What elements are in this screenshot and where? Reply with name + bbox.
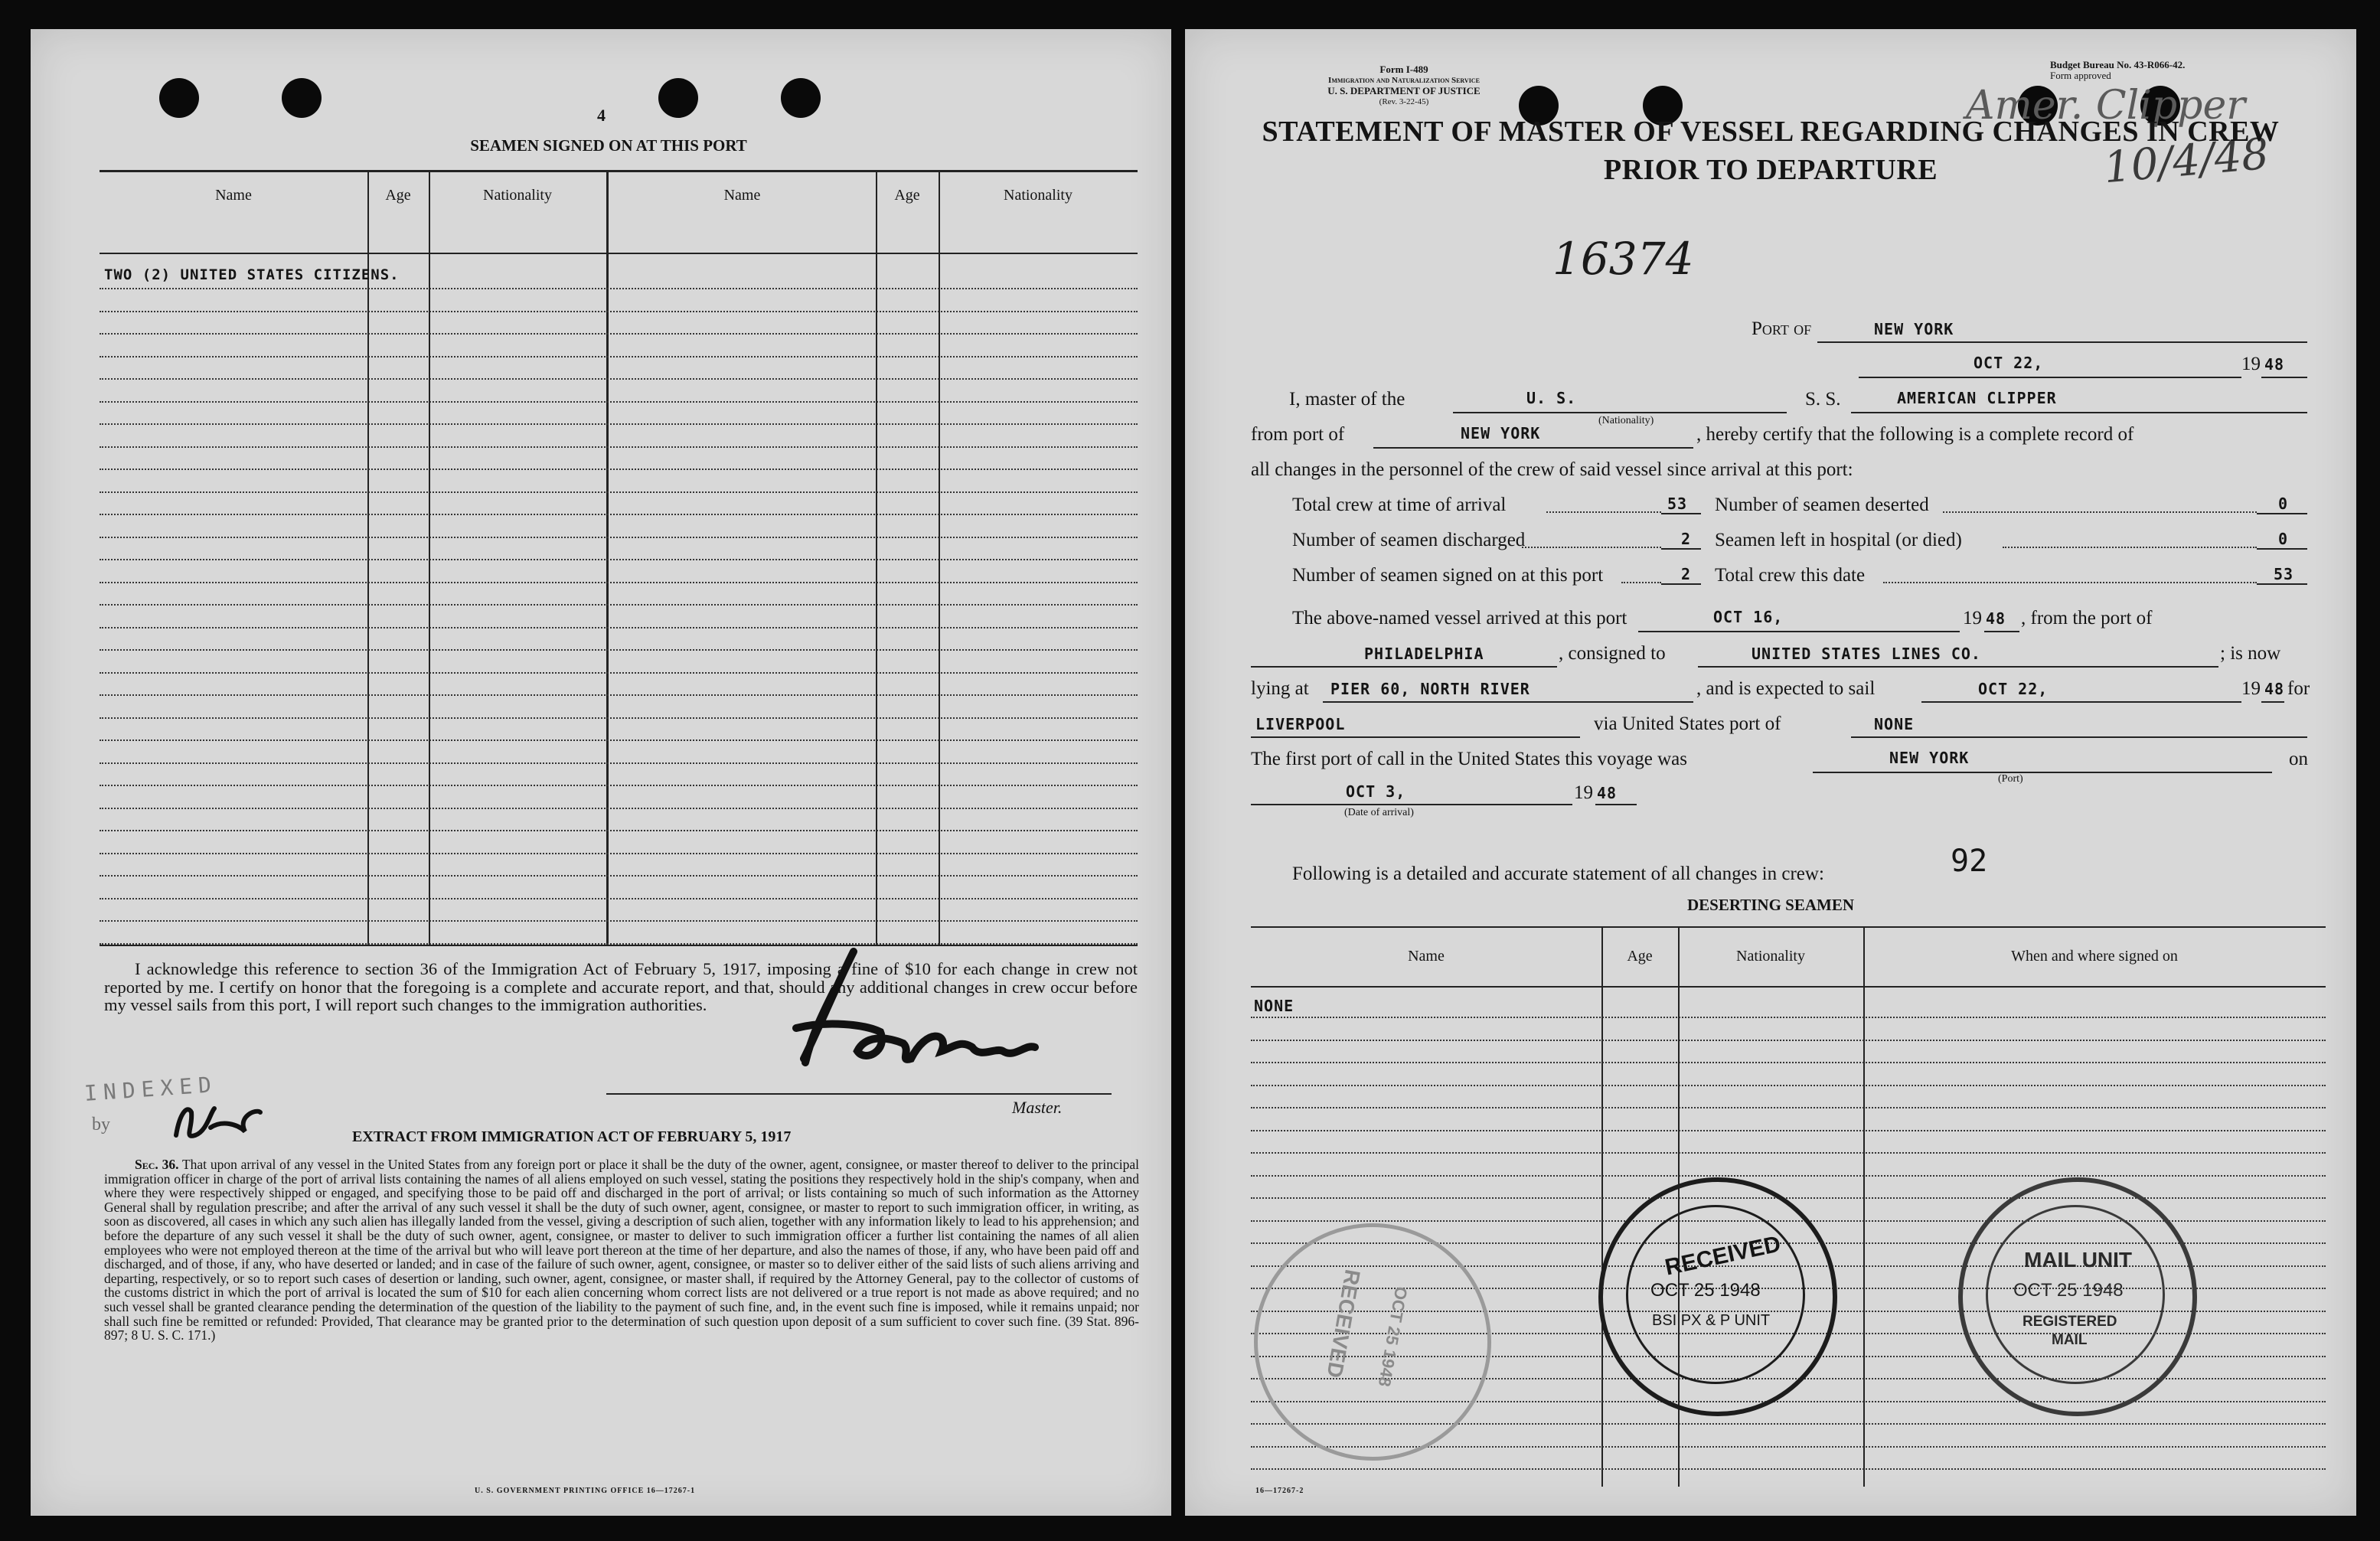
lying-at-value: PIER 60, NORTH RIVER [1330, 680, 1530, 698]
table-row [1251, 1175, 2326, 1177]
punch-hole [781, 78, 821, 118]
hospital-value: 0 [2278, 530, 2289, 548]
report-year: 48 [2264, 355, 2285, 374]
handwritten-vessel-note: Amer. Clipper [1966, 83, 2246, 129]
table-row [100, 627, 1138, 628]
punch-hole [658, 78, 698, 118]
table-row [100, 717, 1138, 719]
arrived-date: OCT 16, [1713, 608, 1784, 626]
right-page [1185, 29, 2356, 1516]
first-port-date: OCT 3, [1346, 782, 1406, 801]
sail-year: 48 [2264, 680, 2285, 698]
table-row [100, 356, 1138, 357]
deserted-value: 0 [2278, 495, 2289, 513]
table-row [100, 808, 1138, 809]
table-row [100, 898, 1138, 899]
col-header-age-2: Age [894, 187, 920, 204]
table-row [100, 672, 1138, 674]
desert-col-nationality: Nationality [1736, 948, 1805, 965]
table-row [100, 311, 1138, 312]
first-port-year-prefix: 19 [1574, 782, 1593, 803]
table-row [100, 446, 1138, 448]
table-row [1251, 1197, 2326, 1199]
table-row [100, 649, 1138, 651]
table-row [100, 739, 1138, 741]
following-text: Following is a detailed and accurate statement of all changes in crew: [1292, 864, 1824, 884]
table-row [1251, 1130, 2326, 1131]
table-row [100, 694, 1138, 696]
port-of-value: NEW YORK [1874, 320, 1954, 338]
table-row [100, 559, 1138, 560]
total-crew-arrival-value: 53 [1667, 495, 1688, 513]
deserting-entry: NONE [1254, 997, 1294, 1015]
printing-office-note-right: 16—17267-2 [1255, 1487, 1304, 1495]
via-label: via United States port of [1594, 713, 1781, 734]
mail-unit-stamp: MAIL UNIT OCT 25 1948 REGISTERED MAIL [1958, 1177, 2197, 1416]
sail-year-prefix: 19 [2241, 678, 2261, 699]
table-row [100, 537, 1138, 538]
sail-date: OCT 22, [1978, 680, 2049, 698]
deserted-label: Number of seamen deserted [1715, 495, 1929, 515]
table-row [100, 875, 1138, 877]
col-header-name: Name [215, 187, 252, 204]
table-row [100, 514, 1138, 515]
first-port-year: 48 [1597, 784, 1618, 802]
table-row-entry: TWO (2) UNITED STATES CITIZENS. [104, 266, 400, 283]
desert-col-age: Age [1627, 948, 1653, 965]
certify-text: , hereby certify that the following is a complete record of [1696, 424, 2134, 445]
arrived-year-prefix: 19 [1963, 608, 1982, 628]
hospital-label: Seamen left in hospital (or died) [1715, 530, 1962, 550]
for-label: for [2287, 678, 2310, 699]
report-date: OCT 22, [1974, 354, 2044, 372]
form-title: STATEMENT OF MASTER OF VESSEL REGARDING CHANGES IN CREW PRIOR TO DEPARTURE [1262, 116, 2280, 186]
first-port-label: The first port of call in the United States this voyage was [1251, 749, 1688, 769]
master-label: Master. [1012, 1098, 1063, 1117]
consigned-to-label: , consigned to [1559, 643, 1666, 664]
table-row [100, 853, 1138, 854]
discharged-value: 2 [1681, 530, 1692, 548]
col-header-nationality: Nationality [483, 187, 552, 204]
section-title: SEAMEN SIGNED ON AT THIS PORT [470, 136, 747, 155]
table-row [100, 920, 1138, 922]
consigned-to-value: UNITED STATES LINES CO. [1752, 645, 1981, 663]
indexed-initials [168, 1097, 276, 1151]
ship-name: AMERICAN CLIPPER [1897, 389, 2057, 407]
port-of-label: Port of [1752, 318, 1812, 339]
desert-col-signed-on: When and where signed on [2011, 948, 2178, 965]
extract-text: Sec. 36. That upon arrival of any vessel in the United States from any foreign port or place it shall be the duty of the owner, agent, consignee, or master thereof to deliver to the principal immigration officer in charge of the port of arrival lists containing the names of all aliens employed on such vessel, stating the positions they respectively hold in the ship's company, when and where they were respectively shipped or engaged, and specifying those to be paid off and discharged in the port of arrival; or lists containing so much of such information as the Attorney General shall by regulation prescribe; and after the arrival of any such vessel it shall be the duty of such owner, agent, consignee, or master to report to such immigration officer, in writing, as soon as discovered, all cases in which any such alien has illegally landed from the vessel, giving a description of such alien, together with any information likely to lead to his apprehension; and before the departure of any such vessel it shall be the duty of such owner, agent, consignee, or master to deliver to such immigration officer a further list containing the names of all alien employees who were not employed thereon at the time of the arrival but who will leave port thereon at the time of her departure, and also the names of those, if any, who have been paid off and discharged, and of those, if any, who have deserted or landed; and in case of the failure of such owner, agent, consignee, or master so to deliver either of the said lists of such aliens arriving and departing, respectively, or so to report such cases of desertion or landing, such owner, agent, consignee, or master shall, if required by the Attorney General, pay to the collector of customs of the customs district in which the port of arrival is located the sum of $10 for each alien concerning whom correct lists are not delivered or a true report is not made as above required; and no such vessel shall be granted clearance pending the determination of the question of the liability to the payment of such fine, and, in the event such fine is imposed, while it remains unpaid; nor shall such fine be remitted or refunded: Provided, That clearance may be granted prior to the determination of such question upon deposit of a sum sufficient to cover such fine. (39 Stat. 896-897; 8 U. S. C. 171.) [104, 1157, 1139, 1343]
signed-on-value: 2 [1681, 565, 1692, 583]
port-caption: (Port) [1998, 773, 2023, 785]
signed-on-label: Number of seamen signed on at this port [1292, 565, 1604, 586]
on-label: on [2289, 749, 2308, 769]
nationality-caption: (Nationality) [1598, 415, 1654, 426]
via-value: NONE [1874, 715, 1915, 733]
discharged-label: Number of seamen discharged [1292, 530, 1526, 550]
ss-label: S. S. [1805, 389, 1841, 410]
table-row [100, 830, 1138, 831]
total-crew-date-value: 53 [2274, 565, 2294, 583]
col-header-name-2: Name [723, 187, 761, 204]
table-row [100, 582, 1138, 583]
col-header-age: Age [385, 187, 411, 204]
received-stamp: RECEIVED OCT 25 1948 BSI PX & P UNIT [1598, 1177, 1837, 1416]
from-port-value: NEW YORK [1461, 424, 1541, 442]
table-row [100, 401, 1138, 403]
master-of-the-label: I, master of the [1289, 389, 1405, 410]
destination-value: LIVERPOOL [1255, 715, 1346, 733]
table-row [1251, 1107, 2326, 1108]
page-number: 4 [597, 106, 606, 125]
table-row [1251, 1040, 2326, 1041]
from-the-port-label: , from the port of [2021, 608, 2153, 628]
arrived-year: 48 [1986, 609, 2006, 628]
is-now-label: ; is now [2220, 643, 2281, 664]
handwritten-date-note: 10/4/48 [2101, 129, 2271, 194]
table-row [1251, 1017, 2326, 1018]
indexed-by-label: by [92, 1115, 110, 1135]
printing-office-note: U. S. GOVERNMENT PRINTING OFFICE 16—17267-1 [475, 1487, 696, 1495]
extract-title: EXTRACT FROM IMMIGRATION ACT OF FEBRUARY 5, 1917 [352, 1128, 792, 1145]
expected-sail-label: , and is expected to sail [1696, 678, 1876, 699]
acknowledgment-text: I acknowledge this reference to section 36 of the Immigration Act of February 5, 1917, imposing a fine of $10 for each change in crew not reported by me. I certify on honor that the foregoing is a complete and accurate report, and that, should any additional changes in crew occur before my vessel sails from this port, I will report such changes to the immigration authorities. [104, 959, 1138, 1014]
table-row [1251, 1062, 2326, 1063]
desert-col-name: Name [1408, 948, 1445, 965]
form-header: Form I-489 Immigration and Naturalization Service U. S. DEPARTMENT OF JUSTICE (Rev. 3-22-45) [1327, 64, 1481, 106]
handwritten-number: 16374 [1552, 233, 1694, 285]
col-header-nationality-2: Nationality [1004, 187, 1072, 204]
table-row [100, 469, 1138, 470]
arrived-label: The above-named vessel arrived at this port [1292, 608, 1627, 628]
lying-at-label: lying at [1251, 678, 1309, 699]
table-row [1251, 1468, 2326, 1470]
nationality-value: U. S. [1526, 389, 1577, 407]
all-changes-text: all changes in the personnel of the crew of said vessel since arrival at this port: [1251, 459, 1853, 480]
table-row [100, 378, 1138, 380]
table-row [100, 604, 1138, 606]
indexed-stamp: INDEXED [83, 1071, 218, 1107]
budget-bureau: Budget Bureau No. 43-R066-42. Form approved [2050, 59, 2186, 81]
date-of-arrival-caption: (Date of arrival) [1344, 807, 1414, 818]
table-row [1251, 1152, 2326, 1154]
total-crew-arrival-label: Total crew at time of arrival [1292, 495, 1507, 515]
report-year-prefix: 19 [2241, 354, 2261, 374]
page-mark-number: 92 [1951, 844, 1988, 879]
table-row [1251, 1085, 2326, 1086]
punch-hole [282, 78, 322, 118]
deserting-title: DESERTING SEAMEN [1686, 896, 1855, 914]
master-signature [750, 936, 1110, 1097]
table-row [100, 491, 1138, 493]
left-page [31, 29, 1171, 1516]
punch-hole [159, 78, 199, 118]
table-row [100, 333, 1138, 335]
total-crew-date-label: Total crew this date [1715, 565, 1866, 586]
from-port-label: from port of [1251, 424, 1345, 445]
table-row [100, 785, 1138, 786]
ghost-stamp: RECEIVED OCT 25 1948 [1254, 1223, 1491, 1461]
table-row [100, 762, 1138, 764]
first-port-value: NEW YORK [1889, 749, 1970, 767]
table-row [100, 423, 1138, 425]
table-row [100, 288, 1138, 289]
from-port-city: PHILADELPHIA [1364, 645, 1484, 663]
